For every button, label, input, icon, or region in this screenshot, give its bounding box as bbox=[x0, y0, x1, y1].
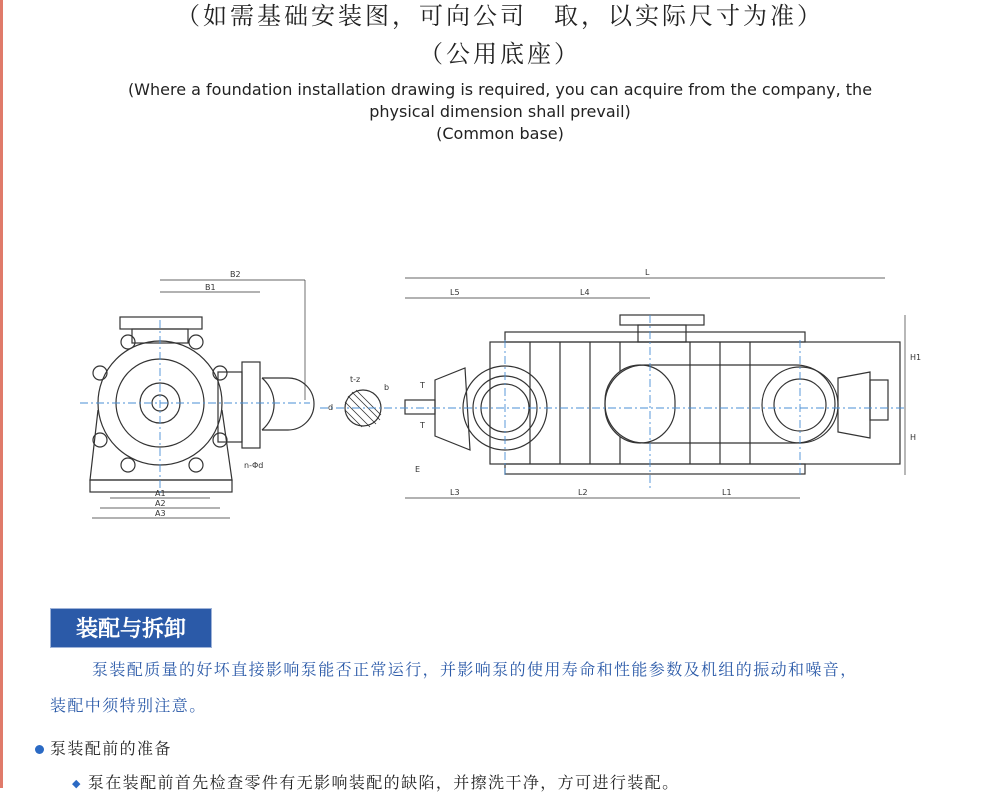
dim-h1-label: H1 bbox=[910, 353, 922, 362]
dim-e-label: E bbox=[415, 465, 421, 474]
dim-b-label: b bbox=[384, 383, 390, 392]
dim-a2-label: A2 bbox=[155, 499, 166, 508]
pump-installation-drawing bbox=[0, 260, 1000, 530]
dim-l4-label: L4 bbox=[580, 288, 590, 297]
intro-paragraph-line1: 泵装配质量的好坏直接影响泵能否正常运行，并影响泵的使用寿命和性能参数及机组的振动和噪音， bbox=[92, 660, 858, 679]
en-note-line2: physical dimension shall prevail) bbox=[369, 102, 631, 121]
list-item-preparation bbox=[35, 736, 172, 759]
dim-b1-label: B1 bbox=[205, 283, 216, 292]
sublist-item-inspect bbox=[72, 770, 679, 793]
dim-l2-label: L2 bbox=[578, 488, 588, 497]
dim-l5-label: L5 bbox=[450, 288, 460, 297]
bullet-dot-icon bbox=[35, 745, 44, 754]
cn-note-line2: （公用底座） bbox=[419, 40, 581, 68]
dim-l3-label: L3 bbox=[450, 488, 460, 497]
sublist-item-inspect-text: 泵在装配前首先检查零件有无影响装配的缺陷，并擦洗干净，方可进行装配。 bbox=[87, 773, 680, 792]
pump-front-view bbox=[405, 315, 900, 474]
dim-b2-label: B2 bbox=[230, 270, 241, 279]
intro-paragraph-line2: 装配中须特别注意。 bbox=[50, 696, 207, 715]
dim-l-label: L bbox=[645, 268, 650, 277]
list-item-preparation-text: 泵装配前的准备 bbox=[50, 739, 172, 758]
dim-d-label: d bbox=[328, 403, 334, 412]
dim-a3-label: A3 bbox=[155, 509, 166, 518]
dim-l1-label: L1 bbox=[722, 488, 732, 497]
en-note-line1: (Where a foundation installation drawing is required, you can acquire from the company, the bbox=[127, 80, 873, 99]
dim-t-label-bottom: T bbox=[420, 421, 425, 430]
dim-tz-label: t-z bbox=[350, 375, 361, 384]
diamond-bullet-icon: ◆ bbox=[72, 777, 82, 790]
dim-h-label: H bbox=[910, 433, 917, 442]
section-title-assembly: 装配与拆卸 bbox=[50, 608, 212, 648]
en-note-line3: (Common base) bbox=[436, 124, 564, 143]
dim-a1-label: A1 bbox=[155, 489, 166, 498]
cn-note-line1: （如需基础安装图，可向公司 取，以实际尺寸为准） bbox=[176, 2, 824, 30]
pump-side-view bbox=[90, 317, 381, 492]
dim-t-label-top: T bbox=[420, 381, 425, 390]
dim-nd-label: n-Φd bbox=[244, 461, 264, 470]
